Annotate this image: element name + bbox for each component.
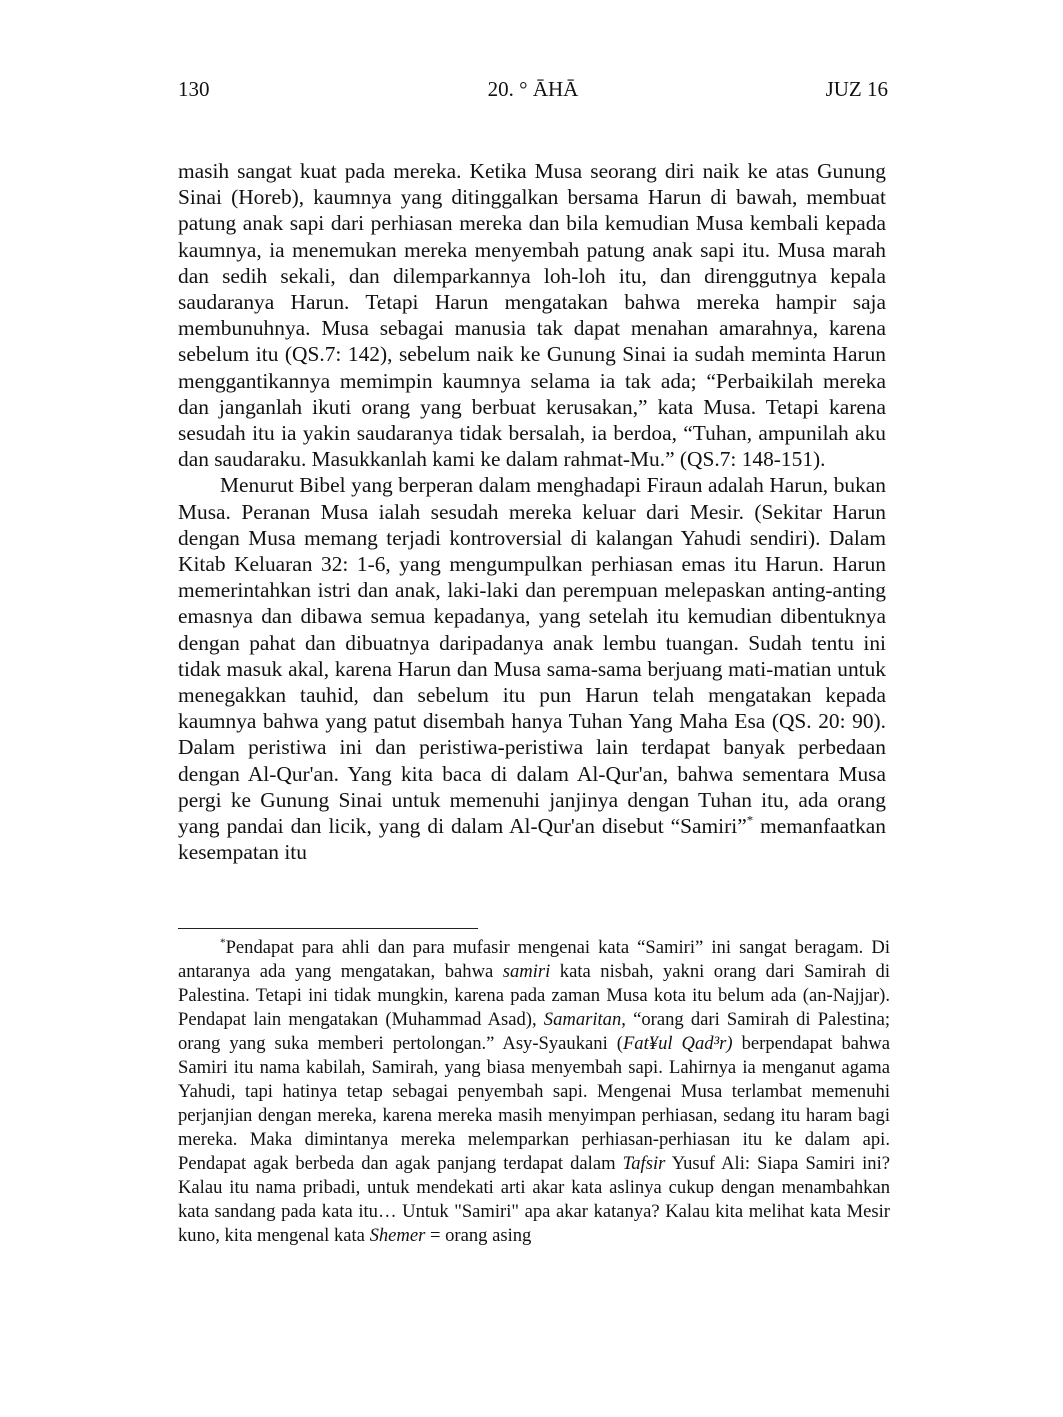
juz-label: JUZ 16	[825, 77, 888, 101]
page-number: 130	[178, 77, 210, 101]
footnote-text: berpendapat bahwa Samiri itu nama kabilah, Samirah, yang biasa menyembah sapi. Lahirnya ia menganut agama Yahudi, tapi hatinya tetap sebagai penyembah sapi. Mengenai Musa terlambat memenuhi perjanjian dengan mereka, karena mereka masih menyimpan perhiasan, sedang itu haram bagi mereka. Maka dimintanya mereka melemparkan perhiasan-perhiasan itu ke dalam api. Pendapat agak berbeda dan agak panjang terdapat dalam	[178, 1033, 890, 1174]
chapter-title: 20. ° ĀHĀ	[487, 77, 579, 101]
main-text	[178, 158, 886, 865]
footnote-italic-term: Fat¥ul Qad³r)	[622, 1033, 733, 1054]
footnote-text: Pendapat para ahli dan para mufasir mengenai kata “Samiri” ini sangat beragam. Di antaranya ada yang mengatakan, bahwa	[178, 937, 890, 982]
paragraph-2-tail: memanfaatkan kesempatan itu	[178, 814, 886, 865]
footnote-text: , “orang dari Samirah di Palestina; orang yang suka memberi pertolongan.” Asy-Syaukani (	[178, 1009, 890, 1054]
footnote-reference[interactable]: *	[746, 813, 754, 828]
footnote-italic-term: Samaritan	[543, 1009, 622, 1030]
footnote-text: kata nisbah, yakni orang dari Samirah di Palestina. Tetapi ini tidak mungkin, karena pada zaman Musa kota itu belum ada (an-Najjar). Pendapat lain mengatakan (Muhammad Asad),	[178, 961, 891, 1030]
footnote-divider	[178, 928, 478, 929]
footnote-text: Yusuf Ali: Siapa Samiri ini? Kalau itu nama pribadi, untuk mendekati arti akar kata aslinya cukup dengan menambahkan kata sandang pada kata itu… Untuk "Samiri" apa akar katanya? Kalau kita melihat kata Mesir kuno, kita mengenal kata	[178, 1153, 890, 1246]
paragraph-2-text: Menurut Bibel yang berperan dalam menghadapi Firaun adalah Harun, bukan Musa. Peranan Musa ialah sesudah mereka keluar dari Mesir. (Sekitar Harun dengan Musa memang terjadi kontroversial di kalangan Yahudi sendiri). Dalam Kitab Keluaran 32: 1-6, yang mengumpulkan perhiasan emas itu Harun. Harun memerintahkan istri dan anak, laki-laki dan perempuan melepaskan anting-anting emasnya dan dibawa semua kepadanya, yang setelah itu kemudian dibentuknya dengan pahat dan dibuatnya daripadanya anak lembu tuangan. Sudah tentu ini tidak masuk akal, karena Harun dan Musa sama-sama berjuang mati-matian untuk menegakkan tauhid, dan sebelum itu pun Harun telah mengatakan kepada kaumnya bahwa yang patut disembah hanya Tuhan Yang Maha Esa (QS. 20: 90). Dalam peristiwa ini dan peristiwa-peristiwa lain terdapat banyak perbedaan dengan Al-Qur'an. Yang kita baca di dalam Al-Qur'an, bahwa sementara Musa pergi ke Gunung Sinai untuk memenuhi janjinya dengan Tuhan itu, ada orang yang pandai dan licik, yang di dalam Al-Qur'an disebut “Samiri”	[178, 473, 886, 839]
paragraph-2	[178, 472, 886, 865]
footnote-italic-term: Tafsir	[622, 1153, 666, 1174]
footnote-paragraph	[178, 936, 890, 1248]
footnote-italic-term: samiri	[502, 961, 551, 982]
paragraph-1: masih sangat kuat pada mereka. Ketika Musa seorang diri naik ke atas Gunung Sinai (Horeb), kaumnya yang ditinggalkan bersama Harun di bawah, membuat patung anak sapi dari perhiasan mereka dan bila kemudian Musa kembali kepada kaumnya, ia menemukan mereka menyembah patung anak sapi itu. Musa marah dan sedih sekali, dan dilemparkannya loh-loh itu, dan direnggutnya kepala saudaranya Harun. Tetapi Harun mengatakan bahwa mereka hampir saja membunuhnya. Musa sebagai manusia tak dapat menahan amarahnya, karena sebelum itu (QS.7: 142), sebelum naik ke Gunung Sinai ia sudah meminta Harun menggantikannya memimpin kaumnya selama ia tak ada; “Perbaikilah mereka dan janganlah ikuti orang yang berbuat kerusakan,” kata Musa. Tetapi karena sesudah itu ia yakin saudaranya tidak bersalah, ia berdoa, “Tuhan, ampunilah aku dan saudaraku. Masukkanlah kami ke dalam rahmat-Mu.” (QS.7: 148-151).	[178, 159, 886, 472]
footnote-italic-term: Shemer	[369, 1225, 426, 1246]
footnote	[178, 936, 890, 1248]
running-header	[178, 74, 888, 104]
footnote-marker: *	[220, 936, 226, 949]
footnote-text: = orang asing	[425, 1225, 532, 1246]
